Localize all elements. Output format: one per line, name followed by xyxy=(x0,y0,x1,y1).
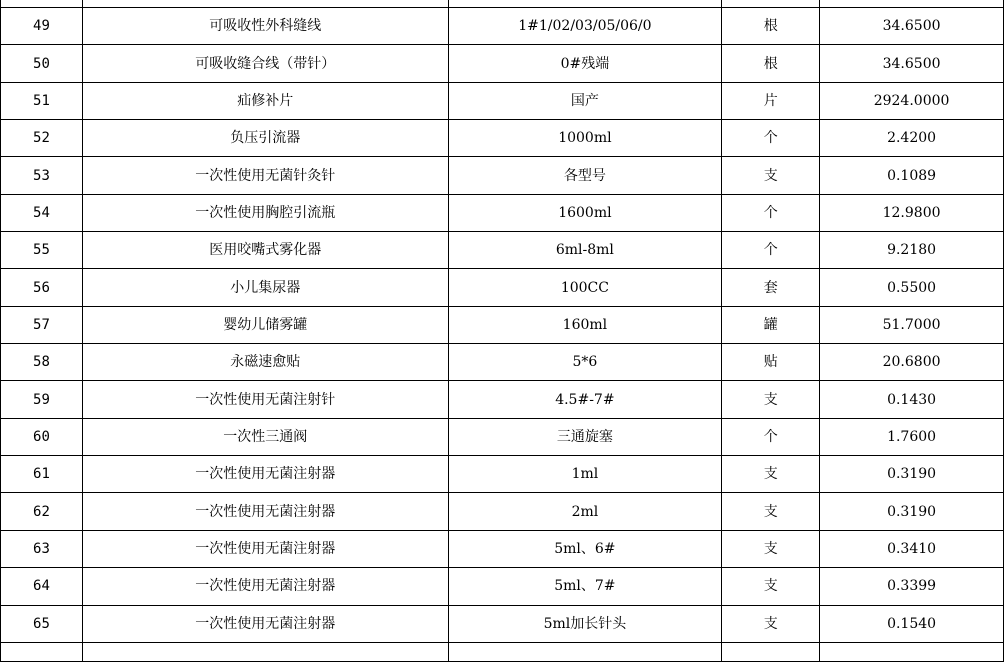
unit-cell[interactable]: 个 xyxy=(722,194,820,231)
empty-cell xyxy=(82,642,448,661)
empty-cell xyxy=(722,0,820,8)
unit-cell[interactable]: 根 xyxy=(722,45,820,82)
row-number-cell[interactable]: 57 xyxy=(1,306,83,343)
row-number-cell[interactable]: 60 xyxy=(1,418,83,455)
item-name-cell[interactable]: 可吸收缝合线（带针） xyxy=(82,45,448,82)
empty-cell xyxy=(820,0,1004,8)
unit-cell[interactable]: 片 xyxy=(722,82,820,119)
item-name-cell[interactable]: 负压引流器 xyxy=(82,120,448,157)
unit-price-cell[interactable]: 0.3190 xyxy=(820,456,1004,493)
spec-cell[interactable]: 6ml-8ml xyxy=(448,232,722,269)
item-name-cell[interactable]: 疝修补片 xyxy=(82,82,448,119)
unit-price-cell[interactable]: 0.3410 xyxy=(820,530,1004,567)
spec-cell[interactable]: 三通旋塞 xyxy=(448,418,722,455)
spec-cell[interactable]: 国产 xyxy=(448,82,722,119)
row-number-cell[interactable]: 54 xyxy=(1,194,83,231)
spec-cell[interactable]: 各型号 xyxy=(448,157,722,194)
unit-cell[interactable]: 个 xyxy=(722,232,820,269)
row-number-cell[interactable]: 55 xyxy=(1,232,83,269)
unit-cell[interactable]: 支 xyxy=(722,157,820,194)
row-number-cell[interactable]: 52 xyxy=(1,120,83,157)
spec-cell[interactable]: 5ml、7# xyxy=(448,568,722,605)
unit-price-cell[interactable]: 0.1540 xyxy=(820,605,1004,642)
table-row-partial-bottom xyxy=(1,642,1004,661)
table-row xyxy=(1,568,1004,605)
item-name-cell[interactable]: 一次性使用无菌注射器 xyxy=(82,568,448,605)
row-number-cell[interactable]: 50 xyxy=(1,45,83,82)
unit-price-cell[interactable]: 2924.0000 xyxy=(820,82,1004,119)
spec-cell[interactable]: 2ml xyxy=(448,493,722,530)
spec-cell[interactable]: 160ml xyxy=(448,306,722,343)
table-row xyxy=(1,605,1004,642)
unit-price-cell[interactable]: 9.2180 xyxy=(820,232,1004,269)
unit-cell[interactable]: 个 xyxy=(722,418,820,455)
empty-cell xyxy=(82,0,448,8)
table-row xyxy=(1,194,1004,231)
item-name-cell[interactable]: 一次性使用无菌注射器 xyxy=(82,605,448,642)
unit-cell[interactable]: 支 xyxy=(722,381,820,418)
empty-cell xyxy=(448,642,722,661)
empty-cell xyxy=(722,642,820,661)
spec-cell[interactable]: 100CC xyxy=(448,269,722,306)
unit-cell[interactable]: 支 xyxy=(722,605,820,642)
unit-cell[interactable]: 支 xyxy=(722,568,820,605)
item-name-cell[interactable]: 一次性三通阀 xyxy=(82,418,448,455)
unit-price-cell[interactable]: 0.3399 xyxy=(820,568,1004,605)
unit-price-cell[interactable]: 1.7600 xyxy=(820,418,1004,455)
table-row-partial-top xyxy=(1,0,1004,8)
spec-cell[interactable]: 5ml加长针头 xyxy=(448,605,722,642)
empty-cell xyxy=(1,0,83,8)
table-row xyxy=(1,157,1004,194)
table-row xyxy=(1,381,1004,418)
row-number-cell[interactable]: 59 xyxy=(1,381,83,418)
table-row xyxy=(1,45,1004,82)
table-row xyxy=(1,418,1004,455)
item-name-cell[interactable]: 一次性使用无菌注射器 xyxy=(82,456,448,493)
item-name-cell[interactable]: 小儿集尿器 xyxy=(82,269,448,306)
spec-cell[interactable]: 1#1/02/03/05/06/0 xyxy=(448,8,722,45)
unit-price-cell[interactable]: 20.6800 xyxy=(820,344,1004,381)
unit-price-cell[interactable]: 51.7000 xyxy=(820,306,1004,343)
unit-cell[interactable]: 罐 xyxy=(722,306,820,343)
row-number-cell[interactable]: 53 xyxy=(1,157,83,194)
unit-price-cell[interactable]: 0.3190 xyxy=(820,493,1004,530)
item-name-cell[interactable]: 可吸收性外科缝线 xyxy=(82,8,448,45)
item-name-cell[interactable]: 一次性使用无菌注射器 xyxy=(82,493,448,530)
empty-cell xyxy=(1,642,83,661)
row-number-cell[interactable]: 58 xyxy=(1,344,83,381)
row-number-cell[interactable]: 62 xyxy=(1,493,83,530)
spec-cell[interactable]: 1000ml xyxy=(448,120,722,157)
item-name-cell[interactable]: 永磁速愈贴 xyxy=(82,344,448,381)
row-number-cell[interactable]: 56 xyxy=(1,269,83,306)
unit-price-cell[interactable]: 2.4200 xyxy=(820,120,1004,157)
table-row xyxy=(1,530,1004,567)
table-row xyxy=(1,344,1004,381)
spec-cell[interactable]: 5*6 xyxy=(448,344,722,381)
unit-price-cell[interactable]: 34.6500 xyxy=(820,8,1004,45)
row-number-cell[interactable]: 65 xyxy=(1,605,83,642)
row-number-cell[interactable]: 51 xyxy=(1,82,83,119)
table-row xyxy=(1,8,1004,45)
item-name-cell[interactable]: 一次性使用无菌针灸针 xyxy=(82,157,448,194)
unit-price-cell[interactable]: 0.1089 xyxy=(820,157,1004,194)
spec-cell[interactable]: 1ml xyxy=(448,456,722,493)
table-row xyxy=(1,456,1004,493)
unit-cell[interactable]: 支 xyxy=(722,530,820,567)
unit-cell[interactable]: 根 xyxy=(722,8,820,45)
item-name-cell[interactable]: 一次性使用无菌注射器 xyxy=(82,530,448,567)
table-row xyxy=(1,232,1004,269)
row-number-cell[interactable]: 63 xyxy=(1,530,83,567)
unit-cell[interactable]: 支 xyxy=(722,493,820,530)
empty-cell xyxy=(820,642,1004,661)
price-table-body xyxy=(1,0,1004,661)
item-name-cell[interactable]: 一次性使用胸腔引流瓶 xyxy=(82,194,448,231)
unit-price-cell[interactable]: 0.1430 xyxy=(820,381,1004,418)
spec-cell[interactable]: 0#残端 xyxy=(448,45,722,82)
row-number-cell[interactable]: 49 xyxy=(1,8,83,45)
table-row xyxy=(1,269,1004,306)
item-name-cell[interactable]: 一次性使用无菌注射针 xyxy=(82,381,448,418)
unit-cell[interactable]: 支 xyxy=(722,456,820,493)
unit-cell[interactable]: 套 xyxy=(722,269,820,306)
spec-cell[interactable]: 1600ml xyxy=(448,194,722,231)
row-number-cell[interactable]: 64 xyxy=(1,568,83,605)
table-row xyxy=(1,120,1004,157)
unit-cell[interactable]: 贴 xyxy=(722,344,820,381)
item-name-cell[interactable]: 婴幼儿储雾罐 xyxy=(82,306,448,343)
table-row xyxy=(1,306,1004,343)
item-name-cell[interactable]: 医用咬嘴式雾化器 xyxy=(82,232,448,269)
spec-cell[interactable]: 5ml、6# xyxy=(448,530,722,567)
row-number-cell[interactable]: 61 xyxy=(1,456,83,493)
table-row xyxy=(1,82,1004,119)
spec-cell[interactable]: 4.5#-7# xyxy=(448,381,722,418)
unit-price-cell[interactable]: 0.5500 xyxy=(820,269,1004,306)
table-row xyxy=(1,493,1004,530)
unit-price-cell[interactable]: 34.6500 xyxy=(820,45,1004,82)
empty-cell xyxy=(448,0,722,8)
unit-price-cell[interactable]: 12.9800 xyxy=(820,194,1004,231)
unit-cell[interactable]: 个 xyxy=(722,120,820,157)
